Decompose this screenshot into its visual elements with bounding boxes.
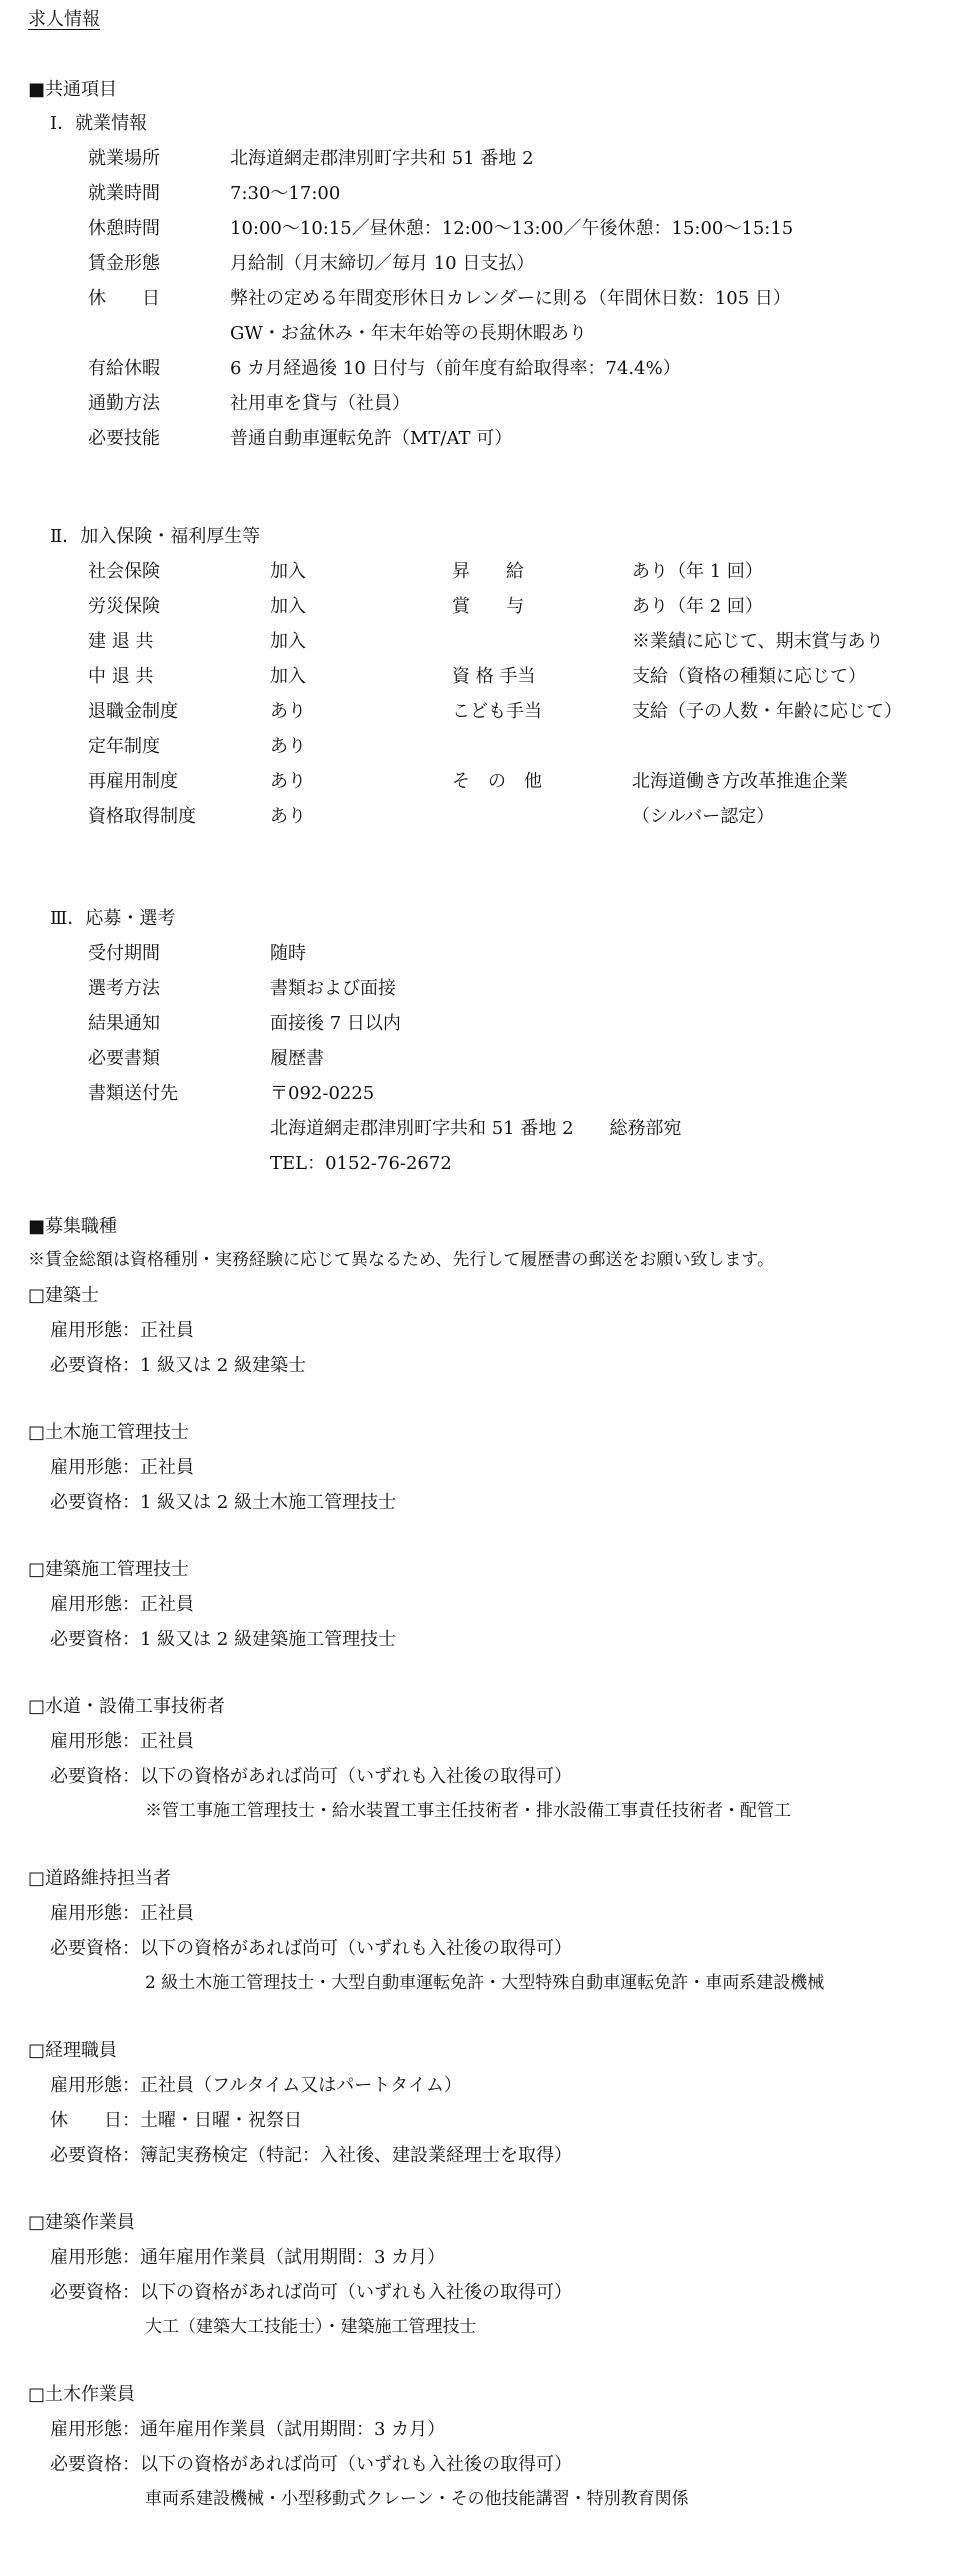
job-detail-line: 雇用形態：通年雇用作業員（試用期間：3 カ月） xyxy=(50,2247,446,2268)
work-info-label: 休 日 xyxy=(88,288,160,309)
benefit-value: あり（年 1 回） xyxy=(632,561,763,582)
insurance-label: 退職金制度 xyxy=(88,701,178,722)
benefit-value: （シルバー認定） xyxy=(632,806,775,827)
application-value: 書類および面接 xyxy=(270,978,396,999)
subsection-heading-work: Ⅰ．就業情報 xyxy=(50,113,148,134)
insurance-value: あり xyxy=(270,736,306,757)
job-detail-line: 雇用形態：正社員（フルタイム又はパートタイム） xyxy=(50,2075,462,2096)
job-requirement-detail: ※管工事施工管理技士・給水装置工事主任技術者・排水設備工事責任技術者・配管工 xyxy=(145,1801,791,1821)
job-detail-line: 雇用形態：正社員 xyxy=(50,1731,194,1752)
application-value: 履歴書 xyxy=(270,1048,324,1069)
insurance-label: 建 退 共 xyxy=(88,631,154,652)
application-value: 随時 xyxy=(270,943,306,964)
application-value: 北海道網走郡津別町字共和 51 番地 2 総務部宛 xyxy=(270,1118,682,1139)
insurance-label: 社会保険 xyxy=(88,561,160,582)
work-info-value: 社用車を貸与（社員） xyxy=(230,393,410,414)
benefit-label: 昇 給 xyxy=(452,561,524,582)
job-detail-line: 雇用形態：正社員 xyxy=(50,1320,194,1341)
insurance-label: 中 退 共 xyxy=(88,666,154,687)
insurance-value: あり xyxy=(270,701,306,722)
insurance-value: あり xyxy=(270,806,306,827)
job-requirement-detail: 車両系建設機械・小型移動式クレーン・その他技能講習・特別教育関係 xyxy=(145,2489,689,2509)
application-value: TEL：0152-76-2672 xyxy=(270,1153,452,1174)
insurance-label: 資格取得制度 xyxy=(88,806,196,827)
work-info-label: 休憩時間 xyxy=(88,218,160,239)
work-info-label: 賃金形態 xyxy=(88,253,160,274)
work-info-value: 普通自動車運転免許（MT/AT 可） xyxy=(230,428,513,449)
job-detail-line: 必要資格：以下の資格があれば尚可（いずれも入社後の取得可） xyxy=(50,1938,572,1959)
insurance-value: 加入 xyxy=(270,596,306,617)
section-heading-common: ■共通項目 xyxy=(28,79,118,100)
work-info-label: 就業場所 xyxy=(88,148,160,169)
work-info-label: 就業時間 xyxy=(88,183,160,204)
subsection-heading-insurance: Ⅱ．加入保険・福利厚生等 xyxy=(50,526,261,547)
subsection-heading-application: Ⅲ．応募・選考 xyxy=(50,908,176,929)
section-heading-jobs: ■募集職種 xyxy=(28,1216,118,1237)
insurance-label: 再雇用制度 xyxy=(88,771,178,792)
benefit-label: そ の 他 xyxy=(452,771,542,792)
benefit-value: 北海道働き方改革推進企業 xyxy=(632,771,848,792)
job-detail-line: 雇用形態：正社員 xyxy=(50,1903,194,1924)
work-info-value: 6 カ月経過後 10 日付与（前年度有給取得率：74.4%） xyxy=(230,358,681,379)
job-detail-line: 必要資格：1 級又は 2 級建築士 xyxy=(50,1355,307,1376)
job-detail-line: 必要資格：1 級又は 2 級建築施工管理技士 xyxy=(50,1629,397,1650)
work-info-label: 通勤方法 xyxy=(88,393,160,414)
work-info-value: GW・お盆休み・年末年始等の長期休暇あり xyxy=(230,323,587,344)
job-requirement-detail: 大工（建築大工技能士）・建築施工管理技士 xyxy=(145,2317,477,2337)
job-requirement-detail: 2 級土木施工管理技士・大型自動車運転免許・大型特殊自動車運転免許・車両系建設機械 xyxy=(145,1973,825,1993)
job-title: □道路維持担当者 xyxy=(28,1868,172,1889)
jobs-note: ※賃金総額は資格種別・実務経験に応じて異なるため、先行して履歴書の郵送をお願い致します。 xyxy=(28,1250,774,1270)
benefit-value: 支給（子の人数・年齢に応じて） xyxy=(632,701,902,722)
insurance-label: 定年制度 xyxy=(88,736,160,757)
job-title: □建築士 xyxy=(28,1285,100,1306)
insurance-value: 加入 xyxy=(270,666,306,687)
benefit-label: 賞 与 xyxy=(452,596,524,617)
job-detail-line: 雇用形態：通年雇用作業員（試用期間：3 カ月） xyxy=(50,2419,446,2440)
insurance-value: あり xyxy=(270,771,306,792)
job-detail-line: 必要資格：以下の資格があれば尚可（いずれも入社後の取得可） xyxy=(50,2282,572,2303)
job-detail-line: 必要資格：以下の資格があれば尚可（いずれも入社後の取得可） xyxy=(50,2454,572,2475)
benefit-value: あり（年 2 回） xyxy=(632,596,763,617)
work-info-value: 7:30～17:00 xyxy=(230,183,341,204)
application-label: 結果通知 xyxy=(88,1013,160,1034)
work-info-value: 10:00～10:15／昼休憩：12:00～13:00／午後休憩：15:00～15:15 xyxy=(230,218,794,239)
benefit-label: 資 格 手当 xyxy=(452,666,536,687)
job-detail-line: 雇用形態：正社員 xyxy=(50,1594,194,1615)
job-title: □建築作業員 xyxy=(28,2212,136,2233)
work-info-label: 有給休暇 xyxy=(88,358,160,379)
job-detail-line: 必要資格：簿記実務検定（特記：入社後、建設業経理士を取得） xyxy=(50,2145,572,2166)
work-info-label: 必要技能 xyxy=(88,428,160,449)
job-title: □土木施工管理技士 xyxy=(28,1422,190,1443)
work-info-value: 北海道網走郡津別町字共和 51 番地 2 xyxy=(230,148,534,169)
job-title: □建築施工管理技士 xyxy=(28,1559,190,1580)
job-title: □経理職員 xyxy=(28,2040,118,2061)
benefit-value: 支給（資格の種類に応じて） xyxy=(632,666,866,687)
benefit-label: こども手当 xyxy=(452,701,542,722)
benefit-value: ※業績に応じて、期末賞与あり xyxy=(632,631,884,652)
job-detail-line: 必要資格：以下の資格があれば尚可（いずれも入社後の取得可） xyxy=(50,1766,572,1787)
insurance-label: 労災保険 xyxy=(88,596,160,617)
job-detail-line: 必要資格：1 級又は 2 級土木施工管理技士 xyxy=(50,1492,397,1513)
application-label: 受付期間 xyxy=(88,943,160,964)
insurance-value: 加入 xyxy=(270,631,306,652)
work-info-value: 月給制（月末締切／毎月 10 日支払） xyxy=(230,253,535,274)
document-title: 求人情報 xyxy=(28,9,100,30)
insurance-value: 加入 xyxy=(270,561,306,582)
application-label: 必要書類 xyxy=(88,1048,160,1069)
application-value: 〒092-0225 xyxy=(270,1083,375,1104)
application-label: 選考方法 xyxy=(88,978,160,999)
job-detail-line: 雇用形態：正社員 xyxy=(50,1457,194,1478)
job-title: □土木作業員 xyxy=(28,2384,136,2405)
job-detail-line: 休 日：土曜・日曜・祝祭日 xyxy=(50,2110,302,2131)
work-info-value: 弊社の定める年間変形休日カレンダーに則る（年間休日数：105 日） xyxy=(230,288,791,309)
job-title: □水道・設備工事技術者 xyxy=(28,1696,226,1717)
application-value: 面接後 7 日以内 xyxy=(270,1013,401,1034)
application-label: 書類送付先 xyxy=(88,1083,178,1104)
